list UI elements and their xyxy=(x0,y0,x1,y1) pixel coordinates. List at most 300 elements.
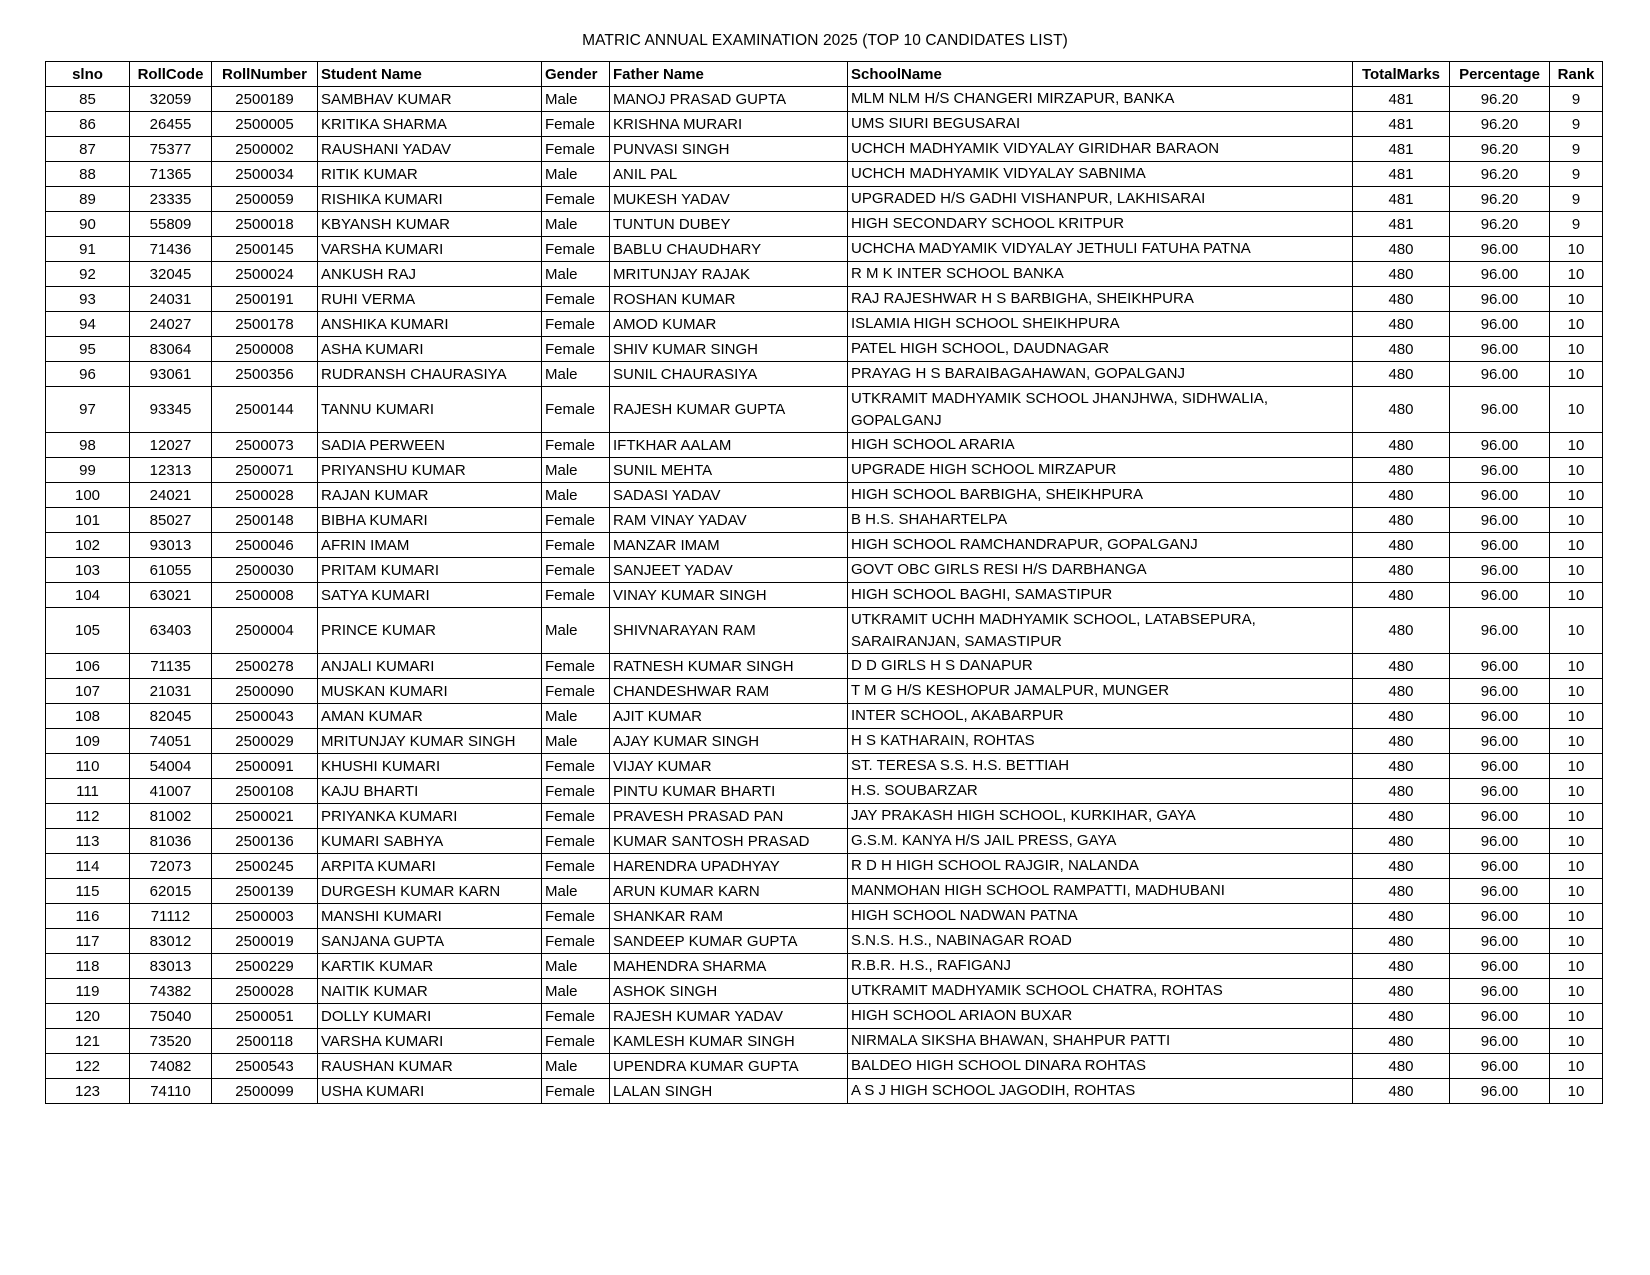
cell-rollnumber: 2500028 xyxy=(212,979,318,1004)
cell-percentage: 96.00 xyxy=(1450,879,1550,904)
cell-student-name: RAJAN KUMAR xyxy=(318,483,542,508)
cell-slno: 120 xyxy=(46,1004,130,1029)
cell-total-marks: 480 xyxy=(1353,704,1450,729)
cell-gender: Female xyxy=(542,558,610,583)
cell-student-name: ARPITA KUMARI xyxy=(318,854,542,879)
cell-rollnumber: 2500003 xyxy=(212,904,318,929)
cell-percentage: 96.20 xyxy=(1450,112,1550,137)
cell-total-marks: 480 xyxy=(1353,1079,1450,1104)
cell-percentage: 96.00 xyxy=(1450,533,1550,558)
cell-rollnumber: 2500278 xyxy=(212,654,318,679)
cell-rank: 10 xyxy=(1550,362,1603,387)
cell-rollcode: 82045 xyxy=(130,704,212,729)
cell-father-name: VIJAY KUMAR xyxy=(610,754,848,779)
cell-rollcode: 93013 xyxy=(130,533,212,558)
cell-rollnumber: 2500099 xyxy=(212,1079,318,1104)
cell-total-marks: 480 xyxy=(1353,804,1450,829)
cell-rollnumber: 2500245 xyxy=(212,854,318,879)
column-header-student-name: Student Name xyxy=(318,62,542,87)
cell-rank: 10 xyxy=(1550,854,1603,879)
cell-rollnumber: 2500008 xyxy=(212,337,318,362)
cell-rank: 10 xyxy=(1550,879,1603,904)
cell-total-marks: 481 xyxy=(1353,137,1450,162)
cell-rollnumber: 2500543 xyxy=(212,1054,318,1079)
cell-rollcode: 83064 xyxy=(130,337,212,362)
cell-gender: Male xyxy=(542,362,610,387)
cell-school-name: HIGH SCHOOL ARIAON BUXAR xyxy=(848,1004,1353,1029)
cell-school-name: UTKRAMIT MADHYAMIK SCHOOL JHANJHWA, SIDHWALIA, GOPALGANJ xyxy=(848,387,1353,433)
cell-total-marks: 480 xyxy=(1353,654,1450,679)
table-row xyxy=(46,137,1603,162)
cell-total-marks: 480 xyxy=(1353,1054,1450,1079)
cell-total-marks: 480 xyxy=(1353,608,1450,654)
cell-school-name: G.S.M. KANYA H/S JAIL PRESS, GAYA xyxy=(848,829,1353,854)
column-header-total-marks: TotalMarks xyxy=(1353,62,1450,87)
cell-rollcode: 75040 xyxy=(130,1004,212,1029)
cell-slno: 106 xyxy=(46,654,130,679)
table-row xyxy=(46,804,1603,829)
cell-rollcode: 72073 xyxy=(130,854,212,879)
table-header-row xyxy=(46,62,1603,87)
cell-rollnumber: 2500178 xyxy=(212,312,318,337)
table-row xyxy=(46,212,1603,237)
table-row xyxy=(46,679,1603,704)
cell-rollnumber: 2500002 xyxy=(212,137,318,162)
cell-rank: 9 xyxy=(1550,162,1603,187)
cell-total-marks: 480 xyxy=(1353,337,1450,362)
cell-gender: Male xyxy=(542,608,610,654)
cell-rank: 10 xyxy=(1550,679,1603,704)
table-row xyxy=(46,433,1603,458)
cell-total-marks: 480 xyxy=(1353,262,1450,287)
cell-slno: 123 xyxy=(46,1079,130,1104)
cell-slno: 93 xyxy=(46,287,130,312)
column-header-gender: Gender xyxy=(542,62,610,87)
cell-gender: Female xyxy=(542,854,610,879)
table-row xyxy=(46,362,1603,387)
cell-rollcode: 85027 xyxy=(130,508,212,533)
cell-student-name: ASHA KUMARI xyxy=(318,337,542,362)
table-row xyxy=(46,187,1603,212)
cell-school-name: UCHCH MADHYAMIK VIDYALAY GIRIDHAR BARAON xyxy=(848,137,1353,162)
cell-rollnumber: 2500043 xyxy=(212,704,318,729)
cell-percentage: 96.00 xyxy=(1450,854,1550,879)
cell-school-name: H S KATHARAIN, ROHTAS xyxy=(848,729,1353,754)
cell-gender: Female xyxy=(542,137,610,162)
table-row xyxy=(46,979,1603,1004)
cell-father-name: LALAN SINGH xyxy=(610,1079,848,1104)
table-row xyxy=(46,1004,1603,1029)
cell-rank: 10 xyxy=(1550,654,1603,679)
cell-rollnumber: 2500073 xyxy=(212,433,318,458)
cell-total-marks: 480 xyxy=(1353,954,1450,979)
cell-student-name: BIBHA KUMARI xyxy=(318,508,542,533)
cell-school-name: PRAYAG H S BARAIBAGAHAWAN, GOPALGANJ xyxy=(848,362,1353,387)
cell-percentage: 96.00 xyxy=(1450,954,1550,979)
cell-gender: Male xyxy=(542,704,610,729)
cell-total-marks: 480 xyxy=(1353,979,1450,1004)
cell-slno: 114 xyxy=(46,854,130,879)
cell-percentage: 96.00 xyxy=(1450,929,1550,954)
cell-student-name: KUMARI SABHYA xyxy=(318,829,542,854)
cell-gender: Female xyxy=(542,287,610,312)
cell-rollnumber: 2500145 xyxy=(212,237,318,262)
cell-rollcode: 71365 xyxy=(130,162,212,187)
cell-slno: 111 xyxy=(46,779,130,804)
cell-rollcode: 24021 xyxy=(130,483,212,508)
cell-gender: Male xyxy=(542,87,610,112)
cell-student-name: NAITIK KUMAR xyxy=(318,979,542,1004)
cell-rollcode: 75377 xyxy=(130,137,212,162)
cell-percentage: 96.00 xyxy=(1450,458,1550,483)
cell-slno: 94 xyxy=(46,312,130,337)
cell-slno: 121 xyxy=(46,1029,130,1054)
cell-school-name: B H.S. SHAHARTELPA xyxy=(848,508,1353,533)
cell-student-name: RUDRANSH CHAURASIYA xyxy=(318,362,542,387)
table-row xyxy=(46,854,1603,879)
column-header-percentage: Percentage xyxy=(1450,62,1550,87)
cell-percentage: 96.00 xyxy=(1450,779,1550,804)
cell-father-name: PUNVASI SINGH xyxy=(610,137,848,162)
cell-rank: 10 xyxy=(1550,979,1603,1004)
cell-father-name: HARENDRA UPADHYAY xyxy=(610,854,848,879)
cell-rank: 10 xyxy=(1550,433,1603,458)
cell-slno: 110 xyxy=(46,754,130,779)
cell-father-name: RATNESH KUMAR SINGH xyxy=(610,654,848,679)
cell-rollnumber: 2500028 xyxy=(212,483,318,508)
cell-rollnumber: 2500139 xyxy=(212,879,318,904)
cell-rank: 9 xyxy=(1550,187,1603,212)
cell-percentage: 96.00 xyxy=(1450,1054,1550,1079)
cell-total-marks: 480 xyxy=(1353,1029,1450,1054)
cell-student-name: KARTIK KUMAR xyxy=(318,954,542,979)
cell-school-name: D D GIRLS H S DANAPUR xyxy=(848,654,1353,679)
cell-rank: 10 xyxy=(1550,287,1603,312)
cell-rank: 10 xyxy=(1550,1029,1603,1054)
column-header-rollnumber: RollNumber xyxy=(212,62,318,87)
cell-gender: Male xyxy=(542,162,610,187)
cell-percentage: 96.00 xyxy=(1450,804,1550,829)
cell-gender: Male xyxy=(542,262,610,287)
cell-student-name: MRITUNJAY KUMAR SINGH xyxy=(318,729,542,754)
cell-slno: 107 xyxy=(46,679,130,704)
cell-total-marks: 480 xyxy=(1353,854,1450,879)
table-body xyxy=(46,87,1603,1104)
cell-rollnumber: 2500018 xyxy=(212,212,318,237)
cell-percentage: 96.00 xyxy=(1450,979,1550,1004)
cell-father-name: MUKESH YADAV xyxy=(610,187,848,212)
cell-rollcode: 71436 xyxy=(130,237,212,262)
table-row xyxy=(46,312,1603,337)
cell-rollcode: 12313 xyxy=(130,458,212,483)
cell-slno: 85 xyxy=(46,87,130,112)
cell-percentage: 96.00 xyxy=(1450,1029,1550,1054)
table-row xyxy=(46,954,1603,979)
cell-school-name: JAY PRAKASH HIGH SCHOOL, KURKIHAR, GAYA xyxy=(848,804,1353,829)
cell-rank: 10 xyxy=(1550,1079,1603,1104)
cell-gender: Female xyxy=(542,508,610,533)
cell-rollnumber: 2500091 xyxy=(212,754,318,779)
cell-father-name: PRAVESH PRASAD PAN xyxy=(610,804,848,829)
cell-father-name: BABLU CHAUDHARY xyxy=(610,237,848,262)
cell-gender: Female xyxy=(542,804,610,829)
cell-rollnumber: 2500034 xyxy=(212,162,318,187)
cell-school-name: HIGH SCHOOL BAGHI, SAMASTIPUR xyxy=(848,583,1353,608)
cell-total-marks: 481 xyxy=(1353,187,1450,212)
cell-gender: Female xyxy=(542,387,610,433)
cell-slno: 102 xyxy=(46,533,130,558)
cell-father-name: ROSHAN KUMAR xyxy=(610,287,848,312)
cell-rollcode: 21031 xyxy=(130,679,212,704)
cell-slno: 91 xyxy=(46,237,130,262)
cell-gender: Female xyxy=(542,583,610,608)
cell-rank: 9 xyxy=(1550,87,1603,112)
table-row xyxy=(46,508,1603,533)
cell-father-name: MANZAR IMAM xyxy=(610,533,848,558)
table-row xyxy=(46,533,1603,558)
cell-rollcode: 83013 xyxy=(130,954,212,979)
cell-slno: 88 xyxy=(46,162,130,187)
cell-total-marks: 480 xyxy=(1353,508,1450,533)
cell-rollcode: 62015 xyxy=(130,879,212,904)
cell-percentage: 96.00 xyxy=(1450,583,1550,608)
cell-school-name: BALDEO HIGH SCHOOL DINARA ROHTAS xyxy=(848,1054,1353,1079)
cell-rollnumber: 2500021 xyxy=(212,804,318,829)
cell-father-name: TUNTUN DUBEY xyxy=(610,212,848,237)
cell-school-name: H.S. SOUBARZAR xyxy=(848,779,1353,804)
cell-father-name: RAJESH KUMAR GUPTA xyxy=(610,387,848,433)
cell-school-name: HIGH SCHOOL BARBIGHA, SHEIKHPURA xyxy=(848,483,1353,508)
cell-percentage: 96.00 xyxy=(1450,312,1550,337)
cell-rank: 10 xyxy=(1550,262,1603,287)
cell-slno: 119 xyxy=(46,979,130,1004)
cell-total-marks: 481 xyxy=(1353,112,1450,137)
cell-school-name: UTKRAMIT UCHH MADHYAMIK SCHOOL, LATABSEPURA, SARAIRANJAN, SAMASTIPUR xyxy=(848,608,1353,654)
cell-slno: 87 xyxy=(46,137,130,162)
cell-school-name: HIGH SCHOOL NADWAN PATNA xyxy=(848,904,1353,929)
cell-rank: 10 xyxy=(1550,312,1603,337)
cell-rollnumber: 2500356 xyxy=(212,362,318,387)
cell-school-name: R M K INTER SCHOOL BANKA xyxy=(848,262,1353,287)
cell-gender: Female xyxy=(542,654,610,679)
table-row xyxy=(46,704,1603,729)
cell-total-marks: 480 xyxy=(1353,533,1450,558)
cell-total-marks: 481 xyxy=(1353,212,1450,237)
cell-rollcode: 81036 xyxy=(130,829,212,854)
cell-rollcode: 54004 xyxy=(130,754,212,779)
cell-gender: Female xyxy=(542,779,610,804)
cell-rank: 10 xyxy=(1550,704,1603,729)
cell-rank: 10 xyxy=(1550,904,1603,929)
cell-rank: 10 xyxy=(1550,754,1603,779)
cell-rollnumber: 2500051 xyxy=(212,1004,318,1029)
cell-percentage: 96.00 xyxy=(1450,829,1550,854)
cell-slno: 116 xyxy=(46,904,130,929)
cell-father-name: UPENDRA KUMAR GUPTA xyxy=(610,1054,848,1079)
cell-father-name: AMOD KUMAR xyxy=(610,312,848,337)
cell-student-name: SADIA PERWEEN xyxy=(318,433,542,458)
cell-total-marks: 480 xyxy=(1353,583,1450,608)
cell-rollnumber: 2500144 xyxy=(212,387,318,433)
cell-rollnumber: 2500030 xyxy=(212,558,318,583)
cell-rollnumber: 2500118 xyxy=(212,1029,318,1054)
cell-percentage: 96.00 xyxy=(1450,262,1550,287)
cell-student-name: KHUSHI KUMARI xyxy=(318,754,542,779)
cell-gender: Male xyxy=(542,483,610,508)
cell-gender: Male xyxy=(542,212,610,237)
cell-father-name: SANDEEP KUMAR GUPTA xyxy=(610,929,848,954)
cell-school-name: MLM NLM H/S CHANGERI MIRZAPUR, BANKA xyxy=(848,87,1353,112)
cell-slno: 108 xyxy=(46,704,130,729)
table-row xyxy=(46,779,1603,804)
cell-father-name: ARUN KUMAR KARN xyxy=(610,879,848,904)
cell-gender: Female xyxy=(542,829,610,854)
cell-slno: 99 xyxy=(46,458,130,483)
cell-rank: 10 xyxy=(1550,558,1603,583)
cell-rank: 9 xyxy=(1550,112,1603,137)
cell-rank: 10 xyxy=(1550,508,1603,533)
table-row xyxy=(46,904,1603,929)
cell-percentage: 96.00 xyxy=(1450,729,1550,754)
cell-slno: 96 xyxy=(46,362,130,387)
table-row xyxy=(46,1079,1603,1104)
cell-percentage: 96.00 xyxy=(1450,654,1550,679)
cell-rollnumber: 2500059 xyxy=(212,187,318,212)
cell-gender: Female xyxy=(542,337,610,362)
cell-rollcode: 41007 xyxy=(130,779,212,804)
cell-father-name: SUNIL CHAURASIYA xyxy=(610,362,848,387)
cell-rollcode: 93061 xyxy=(130,362,212,387)
cell-rollcode: 63021 xyxy=(130,583,212,608)
cell-school-name: S.N.S. H.S., NABINAGAR ROAD xyxy=(848,929,1353,954)
cell-school-name: ISLAMIA HIGH SCHOOL SHEIKHPURA xyxy=(848,312,1353,337)
column-header-slno: slno xyxy=(46,62,130,87)
cell-total-marks: 480 xyxy=(1353,387,1450,433)
cell-student-name: ANKUSH RAJ xyxy=(318,262,542,287)
cell-rollcode: 74051 xyxy=(130,729,212,754)
cell-student-name: KAJU BHARTI xyxy=(318,779,542,804)
cell-gender: Female xyxy=(542,433,610,458)
cell-percentage: 96.00 xyxy=(1450,904,1550,929)
table-row xyxy=(46,337,1603,362)
table-row xyxy=(46,287,1603,312)
page-title: MATRIC ANNUAL EXAMINATION 2025 (TOP 10 CANDIDATES LIST) xyxy=(582,32,1068,49)
cell-total-marks: 480 xyxy=(1353,929,1450,954)
cell-rollcode: 81002 xyxy=(130,804,212,829)
cell-gender: Male xyxy=(542,979,610,1004)
cell-gender: Female xyxy=(542,312,610,337)
table-row xyxy=(46,654,1603,679)
cell-gender: Female xyxy=(542,929,610,954)
cell-percentage: 96.00 xyxy=(1450,433,1550,458)
cell-student-name: KBYANSH KUMAR xyxy=(318,212,542,237)
table-row xyxy=(46,262,1603,287)
cell-student-name: RITIK KUMAR xyxy=(318,162,542,187)
cell-slno: 112 xyxy=(46,804,130,829)
cell-rank: 10 xyxy=(1550,1004,1603,1029)
cell-father-name: KRISHNA MURARI xyxy=(610,112,848,137)
cell-school-name: INTER SCHOOL, AKABARPUR xyxy=(848,704,1353,729)
cell-rollcode: 12027 xyxy=(130,433,212,458)
cell-student-name: USHA KUMARI xyxy=(318,1079,542,1104)
cell-gender: Female xyxy=(542,904,610,929)
cell-rank: 10 xyxy=(1550,483,1603,508)
table-row xyxy=(46,1054,1603,1079)
cell-rank: 10 xyxy=(1550,337,1603,362)
cell-father-name: SHIV KUMAR SINGH xyxy=(610,337,848,362)
cell-gender: Female xyxy=(542,237,610,262)
cell-father-name: SADASI YADAV xyxy=(610,483,848,508)
cell-total-marks: 480 xyxy=(1353,458,1450,483)
table-row xyxy=(46,608,1603,654)
column-header-rollcode: RollCode xyxy=(130,62,212,87)
cell-rank: 10 xyxy=(1550,729,1603,754)
cell-father-name: SHIVNARAYAN RAM xyxy=(610,608,848,654)
cell-rollnumber: 2500229 xyxy=(212,954,318,979)
cell-rollnumber: 2500136 xyxy=(212,829,318,854)
cell-percentage: 96.00 xyxy=(1450,608,1550,654)
cell-student-name: AMAN KUMAR xyxy=(318,704,542,729)
cell-father-name: AJAY KUMAR SINGH xyxy=(610,729,848,754)
cell-father-name: SANJEET YADAV xyxy=(610,558,848,583)
table-row xyxy=(46,729,1603,754)
cell-school-name: NIRMALA SIKSHA BHAWAN, SHAHPUR PATTI xyxy=(848,1029,1353,1054)
cell-student-name: DURGESH KUMAR KARN xyxy=(318,879,542,904)
cell-school-name: UCHCHA MADYAMIK VIDYALAY JETHULI FATUHA PATNA xyxy=(848,237,1353,262)
cell-percentage: 96.00 xyxy=(1450,387,1550,433)
column-header-father-name: Father Name xyxy=(610,62,848,87)
cell-rollnumber: 2500189 xyxy=(212,87,318,112)
table-row xyxy=(46,583,1603,608)
cell-percentage: 96.00 xyxy=(1450,362,1550,387)
cell-total-marks: 480 xyxy=(1353,879,1450,904)
cell-rollnumber: 2500024 xyxy=(212,262,318,287)
cell-school-name: HIGH SECONDARY SCHOOL KRITPUR xyxy=(848,212,1353,237)
cell-student-name: VARSHA KUMARI xyxy=(318,1029,542,1054)
cell-father-name: KAMLESH KUMAR SINGH xyxy=(610,1029,848,1054)
cell-school-name: A S J HIGH SCHOOL JAGODIH, ROHTAS xyxy=(848,1079,1353,1104)
cell-student-name: RUHI VERMA xyxy=(318,287,542,312)
cell-student-name: VARSHA KUMARI xyxy=(318,237,542,262)
cell-father-name: SHANKAR RAM xyxy=(610,904,848,929)
cell-father-name: ANIL PAL xyxy=(610,162,848,187)
table-row xyxy=(46,237,1603,262)
cell-slno: 122 xyxy=(46,1054,130,1079)
cell-student-name: DOLLY KUMARI xyxy=(318,1004,542,1029)
cell-rank: 10 xyxy=(1550,608,1603,654)
cell-gender: Male xyxy=(542,1054,610,1079)
cell-rollcode: 26455 xyxy=(130,112,212,137)
cell-slno: 117 xyxy=(46,929,130,954)
cell-rank: 10 xyxy=(1550,387,1603,433)
cell-total-marks: 480 xyxy=(1353,754,1450,779)
cell-rank: 10 xyxy=(1550,237,1603,262)
cell-gender: Male xyxy=(542,729,610,754)
cell-rollnumber: 2500191 xyxy=(212,287,318,312)
table-row xyxy=(46,483,1603,508)
cell-student-name: SANJANA GUPTA xyxy=(318,929,542,954)
cell-rank: 10 xyxy=(1550,779,1603,804)
cell-slno: 103 xyxy=(46,558,130,583)
cell-slno: 101 xyxy=(46,508,130,533)
table-row xyxy=(46,558,1603,583)
cell-gender: Female xyxy=(542,112,610,137)
cell-student-name: PRITAM KUMARI xyxy=(318,558,542,583)
cell-father-name: ASHOK SINGH xyxy=(610,979,848,1004)
cell-rollnumber: 2500148 xyxy=(212,508,318,533)
cell-father-name: KUMAR SANTOSH PRASAD xyxy=(610,829,848,854)
cell-slno: 95 xyxy=(46,337,130,362)
